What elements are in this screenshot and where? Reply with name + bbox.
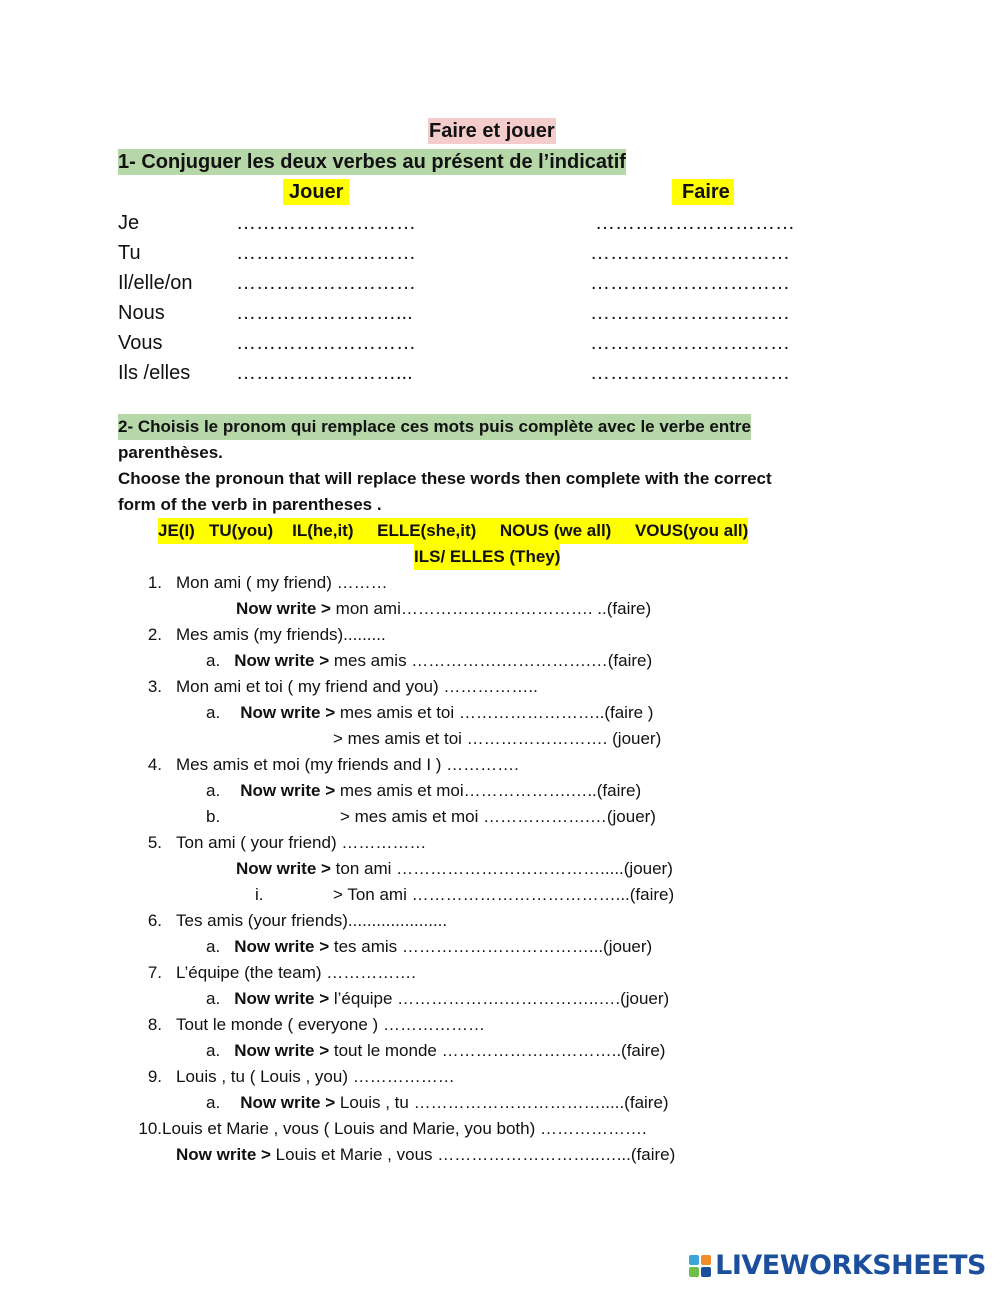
- exercise-2-answer[interactable]: a. Now write > mes amis …………….…………….…(faire): [206, 651, 653, 670]
- exercise-8-answer[interactable]: a. Now write > tout le monde …………………………..(faire): [206, 1041, 666, 1060]
- conj-blank-jouer-je[interactable]: ………………………: [236, 212, 416, 234]
- exercise-1: 1. Mon ami ( my friend) ………: [147, 573, 388, 592]
- conj-blank-faire-ils[interactable]: …………………………: [590, 362, 790, 384]
- exercise-5-answer-b[interactable]: > Ton ami ………………………………...(faire): [333, 885, 675, 904]
- exercise-10-answer[interactable]: Now write > Louis et Marie , vous ………………………..…...(faire): [176, 1145, 676, 1164]
- exercise-4: 4. Mes amis et moi (my friends and I ) ………….: [147, 755, 519, 774]
- conj-blank-faire-je[interactable]: …………………………: [595, 212, 795, 234]
- exercise-6-answer[interactable]: a. Now write > tes amis ……………………………...(jouer): [206, 937, 653, 956]
- exercise-5: 5. Ton ami ( your friend) ……………: [147, 833, 427, 852]
- liveworksheets-logo: [689, 1250, 986, 1281]
- exercise-7-answer[interactable]: a. Now write > l’équipe ……………….……………..….(jouer): [206, 989, 670, 1008]
- column-header-jouer: Jouer: [283, 179, 349, 205]
- logo-mark-icon: [689, 1255, 711, 1277]
- exercise-3-answer-a[interactable]: a. Now write > mes amis et toi ……………………..(faire ): [206, 703, 654, 722]
- exercise-5-answer-a[interactable]: Now write > ton ami ……………………………….....(jouer): [236, 859, 673, 878]
- conj-blank-jouer-ils[interactable]: ……………………...: [236, 362, 413, 384]
- pronoun-list-they: ILS/ ELLES (They): [414, 544, 560, 570]
- exercise-7: 7. L’équipe (the team) …………….: [147, 963, 416, 982]
- section2-english-cont: form of the verb in parentheses .: [118, 495, 382, 514]
- conj-blank-jouer-vous[interactable]: ………………………: [236, 332, 416, 354]
- exercise-6: 6. Tes amis (your friends).....................: [147, 911, 448, 930]
- exercise-10: 10.Louis et Marie , vous ( Louis and Marie, you both) ……………….: [138, 1119, 647, 1138]
- conj-blank-faire-vous[interactable]: …………………………: [590, 332, 790, 354]
- page-title: Faire et jouer: [429, 120, 555, 142]
- exercise-9-answer[interactable]: a. Now write > Louis , tu …………………………….....(faire): [206, 1093, 669, 1112]
- exercise-5-answer-b-label: i.: [255, 885, 264, 904]
- conj-blank-faire-il[interactable]: …………………………: [590, 272, 790, 294]
- conj-pronoun-ils: Ils /elles: [118, 362, 191, 384]
- exercise-3: 3. Mon ami et toi ( my friend and you) ……………..: [147, 677, 538, 696]
- conj-pronoun-il: Il/elle/on: [118, 272, 193, 294]
- conj-pronoun-je: Je: [118, 212, 140, 234]
- exercise-9: 9. Louis , tu ( Louis , you) ………………: [147, 1067, 455, 1086]
- pronoun-list: JE(I) TU(you) IL(he,it) ELLE(she,it) NOUS (we all) VOUS(you all): [158, 518, 748, 544]
- exercise-8: 8. Tout le monde ( everyone ) ………………: [147, 1015, 485, 1034]
- conj-pronoun-tu: Tu: [118, 242, 141, 264]
- section2-heading-cont: parenthèses.: [118, 443, 223, 462]
- conj-blank-jouer-il[interactable]: ………………………: [236, 272, 416, 294]
- section2-english: Choose the pronoun that will replace these words then complete with the correct: [118, 469, 772, 488]
- exercise-3-answer-b[interactable]: > mes amis et toi ……………………. (jouer): [333, 729, 662, 748]
- conj-blank-faire-tu[interactable]: …………………………: [590, 242, 790, 264]
- conj-blank-jouer-tu[interactable]: ………………………: [236, 242, 416, 264]
- conj-pronoun-nous: Nous: [118, 302, 165, 324]
- column-header-faire: Faire: [672, 179, 734, 205]
- conj-blank-faire-nous[interactable]: …………………………: [590, 302, 790, 324]
- section2-heading: 2- Choisis le pronom qui remplace ces mots puis complète avec le verbe entre: [118, 414, 751, 440]
- exercise-4-answer-b-label: b.: [206, 807, 221, 826]
- exercise-1-answer[interactable]: Now write > mon ami……………………………. ..(faire): [236, 599, 652, 618]
- exercise-4-answer-a[interactable]: a. Now write > mes amis et moi……………….…..(faire): [206, 781, 642, 800]
- logo-text: LIVEWORKSHEETS: [715, 1250, 986, 1281]
- section1-heading: 1- Conjuguer les deux verbes au présent de l’indicatif: [118, 151, 626, 173]
- exercise-2: 2. Mes amis (my friends).........: [147, 625, 386, 644]
- conj-pronoun-vous: Vous: [118, 332, 163, 354]
- exercise-4-answer-b[interactable]: > mes amis et moi ……………….…(jouer): [340, 807, 656, 826]
- conj-blank-jouer-nous[interactable]: ……………………...: [236, 302, 413, 324]
